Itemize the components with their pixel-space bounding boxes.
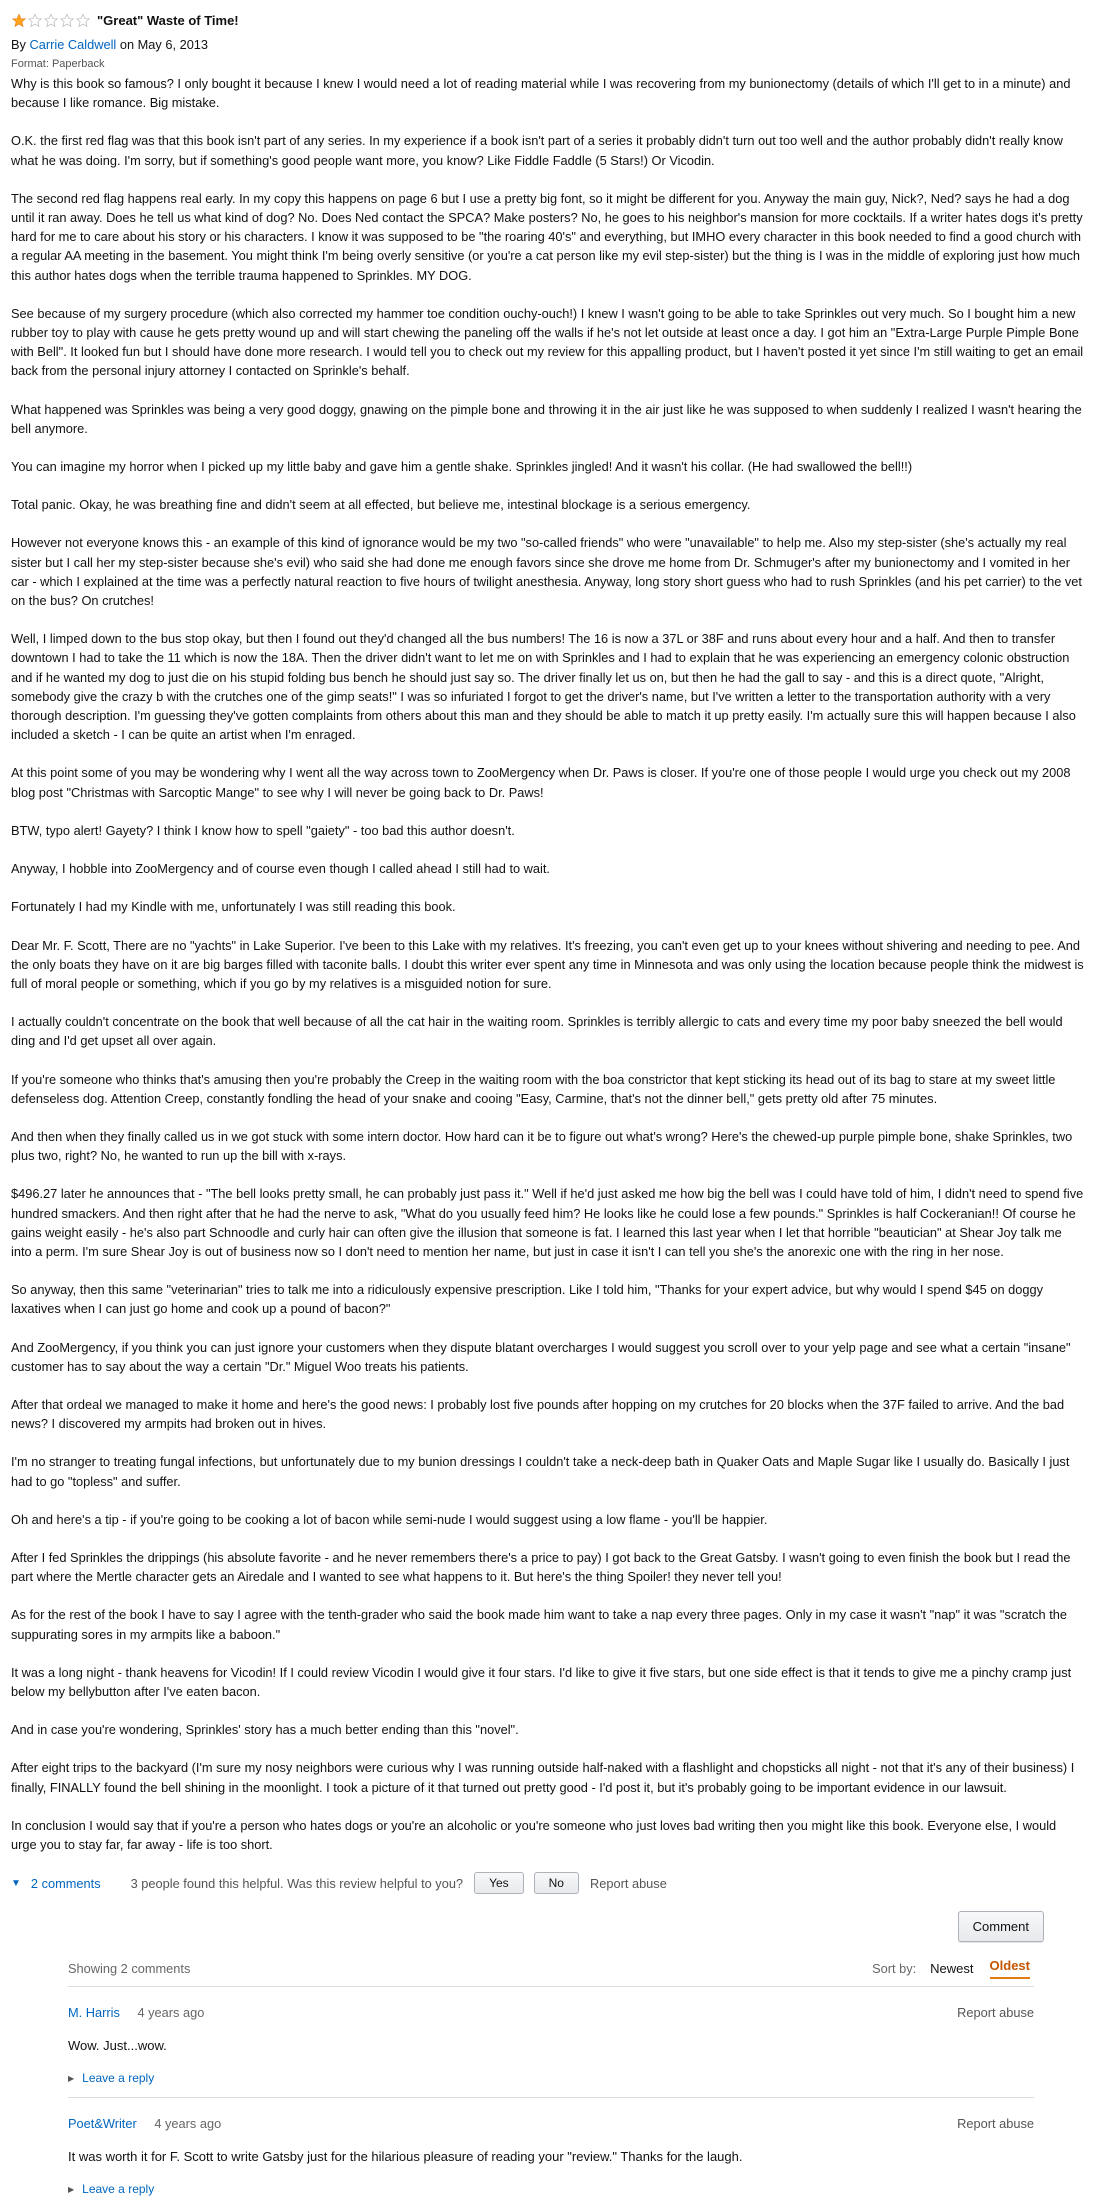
report-abuse-link[interactable]: Report abuse bbox=[589, 1875, 667, 1891]
star-empty-icon bbox=[43, 13, 59, 28]
review-paragraph: However not everyone knows this - an example of this kind of ignorance would be my two "so-called friends" who were "unavailable" to help me. Also my step-sister (she's actually my real sister but I call her my step-sister because she's evil) who said she had done me enough favors since she drove me home from Dr. Schmuger's after my bunionectomy and I vomited in her car - which I explained at the time was a perfectly natural reaction to five hours of twilight anesthesia. Anyway, long story short guess who had to rush Sprinkles (and his pet carrier) to the vet on the bus? On crutches! bbox=[11, 535, 1082, 609]
leave-reply-toggle[interactable] bbox=[68, 2182, 1034, 2196]
star-empty-icon bbox=[75, 13, 91, 28]
helpful-prompt: 3 people found this helpful. Was this review helpful to you? bbox=[130, 1875, 464, 1891]
comment-author-link[interactable]: Poet&Writer bbox=[68, 2116, 137, 2132]
review-paragraph: I'm no stranger to treating fungal infections, but unfortunately due to my bunion dressings I couldn't take a neck-deep bath in Quaker Oats and Maple Sugar like I usually do. Basically I just had to go "topless" and suffer. bbox=[11, 1454, 1070, 1489]
review-paragraph: Why is this book so famous? I only bought it because I knew I would need a lot of reading material while I was recovering from my bunionectomy (details of which I'll get to in a minute) and because I like romance. Big mistake. bbox=[11, 76, 1071, 111]
review-footer bbox=[11, 1869, 1084, 1897]
caret-down-icon: ▼ bbox=[11, 1877, 21, 1889]
comments-toggle[interactable] bbox=[11, 1876, 101, 1891]
review-paragraph: What happened was Sprinkles was being a very good doggy, gnawing on the pimple bone and throwing it in the air just like he was supposed to when suddenly I realized I wasn't hearing the bell anymore. bbox=[11, 401, 1082, 436]
showing-count: Showing 2 comments bbox=[68, 1960, 191, 1976]
review-paragraph: BTW, typo alert! Gayety? I think I know how to spell "gaiety" - too bad this author doesn't. bbox=[11, 822, 515, 838]
review-paragraph: Anyway, I hobble into ZooMergency and of course even though I called ahead I still had to wait. bbox=[11, 861, 550, 877]
leave-reply-label: Leave a reply bbox=[82, 2182, 155, 2197]
review-paragraph: Total panic. Okay, he was breathing fine and didn't seem at all effected, but believe me, intestinal blockage is a serious emergency. bbox=[11, 497, 751, 513]
review-paragraph: Oh and here's a tip - if you're going to be cooking a lot of bacon while semi-nude I would suggest using a low flame - you'll be happier. bbox=[11, 1511, 768, 1527]
sort-newest-tab[interactable]: Newest bbox=[930, 1960, 974, 1976]
sort-label: Sort by: bbox=[872, 1960, 917, 1976]
comment-meta bbox=[68, 2005, 1034, 2020]
review-format: Format: Paperback bbox=[11, 58, 105, 70]
comments-count-link: 2 comments bbox=[30, 1875, 101, 1891]
review-paragraph: As for the rest of the book I have to say I agree with the tenth-grader who said the book made him want to take a nap every three pages. Only in my case it wasn't "nap" it was "scratch the suppurating sores in my armpits like a baboon." bbox=[11, 1607, 1068, 1642]
review-author-link[interactable]: Carrie Caldwell bbox=[29, 37, 117, 52]
review-paragraph: I actually couldn't concentrate on the book that well because of all the cat hair in the waiting room. Sprinkles is terribly allergic to cats and every time my poor baby sneezed the bell would ding and I'd get upset all over again. bbox=[11, 1014, 1063, 1049]
review-paragraph: So anyway, then this same "veterinarian" tries to talk me into a ridiculously expensive prescription. Like I told him, "Thanks for your expert advice, but why would I spend $45 on doggy laxatives when I can just go home and cook up a pound of bacon?" bbox=[11, 1282, 1043, 1317]
review-paragraph: You can imagine my horror when I picked up my little baby and gave him a gentle shake. Sprinkles jingled! And it wasn't his collar. (He had swallowed the bell!!) bbox=[11, 459, 913, 475]
comment-button[interactable]: Comment bbox=[958, 1911, 1044, 1942]
review-paragraph: After I fed Sprinkles the drippings (his absolute favorite - and he never remembers there's a price to pay) I got back to the Great Gatsby. I wasn't going to even finish the book but I read the part where the Mertle character gets an Airedale and I wanted to see what happens to it. But here's the thing Spoiler! they never tell you! bbox=[11, 1549, 1071, 1585]
review-title[interactable]: "Great" Waste of Time! bbox=[97, 12, 239, 28]
comments-header bbox=[68, 1956, 1034, 1987]
comment-report-abuse-link[interactable]: Report abuse bbox=[957, 2116, 1034, 2132]
review-header bbox=[11, 10, 1084, 30]
review-paragraph: See because of my surgery procedure (which also corrected my hammer toe condition ouchy-ouch!) I knew I wasn't going to be able to take Sprinkles out very much. So I bought him a new rubber toy to play with cause he gets pretty wound up and will start chewing the paneling off the walls if he's not let outside at least once a day. I got him an "Extra-Large Purple Pimple Bone with Bell". It looked fun but I should have done more research. I would tell you to check out my review for this appalling product, but I haven't posted it yet since I'm still waiting to get an email back from the personal injury attorney I contacted on Sprinkle's behalf. bbox=[11, 305, 1084, 379]
review-paragraph: O.K. the first red flag was that this book isn't part of any series. In my experience if a book isn't part of a series it probably didn't turn out too well and the author probably didn't really know what he was doing. I'm sorry, but if something's good people want more, you know? Like Fiddle Faddle (5 Stars!) Or Vicodin. bbox=[11, 133, 1063, 168]
review-paragraph: And in case you're wondering, Sprinkles' story has a much better ending than this "novel". bbox=[11, 1722, 519, 1738]
review-paragraph: If you're someone who thinks that's amusing then you're probably the Creep in the waiting room with the boa constrictor that kept sticking its head out of its bag to stare at my sweet little defenseless dog. Attention Creep, constantly fondling the head of your snake and cooing "Easy, Carmine, that's not the dinner bell," gets pretty old after 75 minutes. bbox=[11, 1071, 1056, 1106]
comment-time: 4 years ago bbox=[137, 2005, 205, 2021]
review-byline bbox=[11, 37, 1084, 52]
star-empty-icon bbox=[59, 13, 75, 28]
comment-meta bbox=[68, 2116, 1034, 2131]
review-paragraph: Fortunately I had my Kindle with me, unfortunately I was still reading this book. bbox=[11, 899, 456, 915]
sort-oldest-tab[interactable]: Oldest bbox=[990, 1958, 1030, 1979]
leave-reply-label: Leave a reply bbox=[82, 2071, 155, 2086]
leave-reply-toggle[interactable] bbox=[68, 2071, 1034, 2085]
sort-controls bbox=[872, 1958, 1034, 1979]
star-rating[interactable] bbox=[11, 13, 91, 28]
triangle-right-icon: ▶ bbox=[68, 2184, 75, 2194]
review-paragraph: Well, I limped down to the bus stop okay, but then I found out they'd changed all the bus numbers! The 16 is now a 37L or 38F and runs about every hour and a half. And then to transfer downtown I had to take the 11 which is now the 18A. Then the driver didn't want to let me on with Sprinkles and I had to explain that he was experiencing an emergency colonic obstruction and if he wanted my dog to just die on his stupid folding bus bench he should just say so. The driver finally let us on, but then he had the gall to say - and this is a direct quote, "Alright, somebody give the crazy b with the crutches one of the gimp seats!" I was so infuriated I forgot to get the driver's name, but I've written a letter to the transportation authority with a very thorough description. I'm guessing they've gotten complaints from others about this man and they should be able to match it up pretty easily. I'm actually sure this will happen because I also included a sketch - I can be quite an artist when I'm enraged. bbox=[11, 631, 1076, 743]
star-filled-icon bbox=[11, 13, 27, 28]
review-paragraph: At this point some of you may be wondering why I went all the way across town to ZooMergency when Dr. Paws is closer. If you're one of those people I would urge you check out my 2008 blog post "Christmas with Sarcoptic Mange" to see why I will never be going back to Dr. Paws! bbox=[11, 765, 1071, 800]
comment-author-link[interactable]: M. Harris bbox=[68, 2005, 120, 2021]
comment-report-abuse-link[interactable]: Report abuse bbox=[957, 2005, 1034, 2021]
comment-button-row bbox=[11, 1911, 1084, 1942]
review-body bbox=[11, 74, 1084, 1854]
review-paragraph: The second red flag happens real early. In my copy this happens on page 6 but I use a pretty big font, so it might be different for you. Anyway the main guy, Nick?, Ned? says he had a dog until it ran away. Does he tell us what kind of dog? No. Does Ned contact the SPCA? Make posters? No, he goes to his neighbor's mansion for more cocktails. If a writer hates dogs it's pretty hard for me to care about his story or his characters. I know it was supposed to be "the roaring 40's" and everything, but IMHO every character in this book needed to find a good church with a regular AA meeting in the basement. You might think I'm being overly sensitive (or you're a cat person like my evil step-sister) but the thing is I was in the middle of exploring just how much this author hates dogs when the terrible trauma happened to Sprinkles. MY DOG. bbox=[11, 190, 1083, 283]
comment-item bbox=[68, 2098, 1034, 2208]
comments-section bbox=[68, 1956, 1034, 2208]
review-paragraph: And ZooMergency, if you think you can just ignore your customers when they dispute blatant overcharges I would suggest you scroll over to your yelp page and see what a certain "insane" customer has to say about the way a certain "Dr." Miguel Woo treats his patients. bbox=[11, 1339, 1071, 1374]
review-paragraph: Dear Mr. F. Scott, There are no "yachts" in Lake Superior. I've been to this Lake with my relatives. It's freezing, you can't even get up to your knees without shivering and needing to pee. And the only boats they have on it are big barges filled with taconite balls. I doubt this writer ever spent any time in Minnesota and was only using the location because people think the midwest is full of moral people or something, which if you go by my relatives is a misguided notion for sure. bbox=[11, 937, 1084, 991]
review-date: on May 6, 2013 bbox=[119, 37, 209, 52]
review-paragraph: It was a long night - thank heavens for Vicodin! If I could review Vicodin I would give it four stars. I'd like to give it five stars, but one side effect is that it tends to give me a pinchy cramp just below my bellybutton after I've eaten bacon. bbox=[11, 1664, 1072, 1699]
review-paragraph: After eight trips to the backyard (I'm sure my nosy neighbors were curious why I was running outside half-naked with a flashlight and chopsticks all night - not that it's any of their business) I finally, FINALLY found the bell shining in the moonlight. I took a picture of it that turned out pretty good - I'd post it, but it's probably going to be important evidence in our lawsuit. bbox=[11, 1760, 1075, 1795]
review-paragraph: $496.27 later he announces that - "The bell looks pretty small, he can probably just pass it." Well if he'd just asked me how big the bell was I could have told of him, I didn't need to spend five hundred smackers. And then right after that he had the nerve to ask, "What do you usually feed him? He looks like he could lose a few pounds." Sprinkles is half Cockeranian!! Of course he gains weight easily - he's also part Schnoodle and curly hair can often give the illusion that someone is fat. I learned this last year when I let that horrible "beautician" at Shear Joy talk me into a perm. I'm sure Shear Joy is out of business now so I don't need to mention her name, but just in case it isn't I can tell you she's the anorexic one with the ring in her nose. bbox=[11, 1186, 1084, 1259]
comment-time: 4 years ago bbox=[154, 2116, 222, 2132]
comment-text: Wow. Just...wow. bbox=[68, 2038, 167, 2054]
helpful-no-button[interactable]: No bbox=[534, 1872, 579, 1894]
by-prefix: By bbox=[11, 37, 26, 52]
helpful-yes-button[interactable]: Yes bbox=[474, 1872, 524, 1894]
review-paragraph: After that ordeal we managed to make it home and here's the good news: I probably lost five pounds after hopping on my crutches for 20 blocks when the 37F failed to arrive. And the bad news? I discovered my armpits had broken out in hives. bbox=[11, 1396, 1065, 1432]
triangle-right-icon: ▶ bbox=[68, 2073, 75, 2083]
review-paragraph: In conclusion I would say that if you're a person who hates dogs or you're an alcoholic or you're someone who just loves bad writing then you might like this book. Everyone else, I would urge you to stay far, far away - life is too short. bbox=[11, 1817, 1057, 1852]
star-empty-icon bbox=[27, 13, 43, 28]
comment-item bbox=[68, 1987, 1034, 2098]
comment-text: It was worth it for F. Scott to write Gatsby just for the hilarious pleasure of reading your "review." Thanks for the laugh. bbox=[68, 2149, 743, 2165]
review-paragraph: And then when they finally called us in we got stuck with some intern doctor. How hard can it be to figure out what's wrong? Here's the chewed-up purple pimple bone, shake Sprinkles, two plus two, right? No, he wanted to run up the bill with x-rays. bbox=[11, 1128, 1073, 1164]
